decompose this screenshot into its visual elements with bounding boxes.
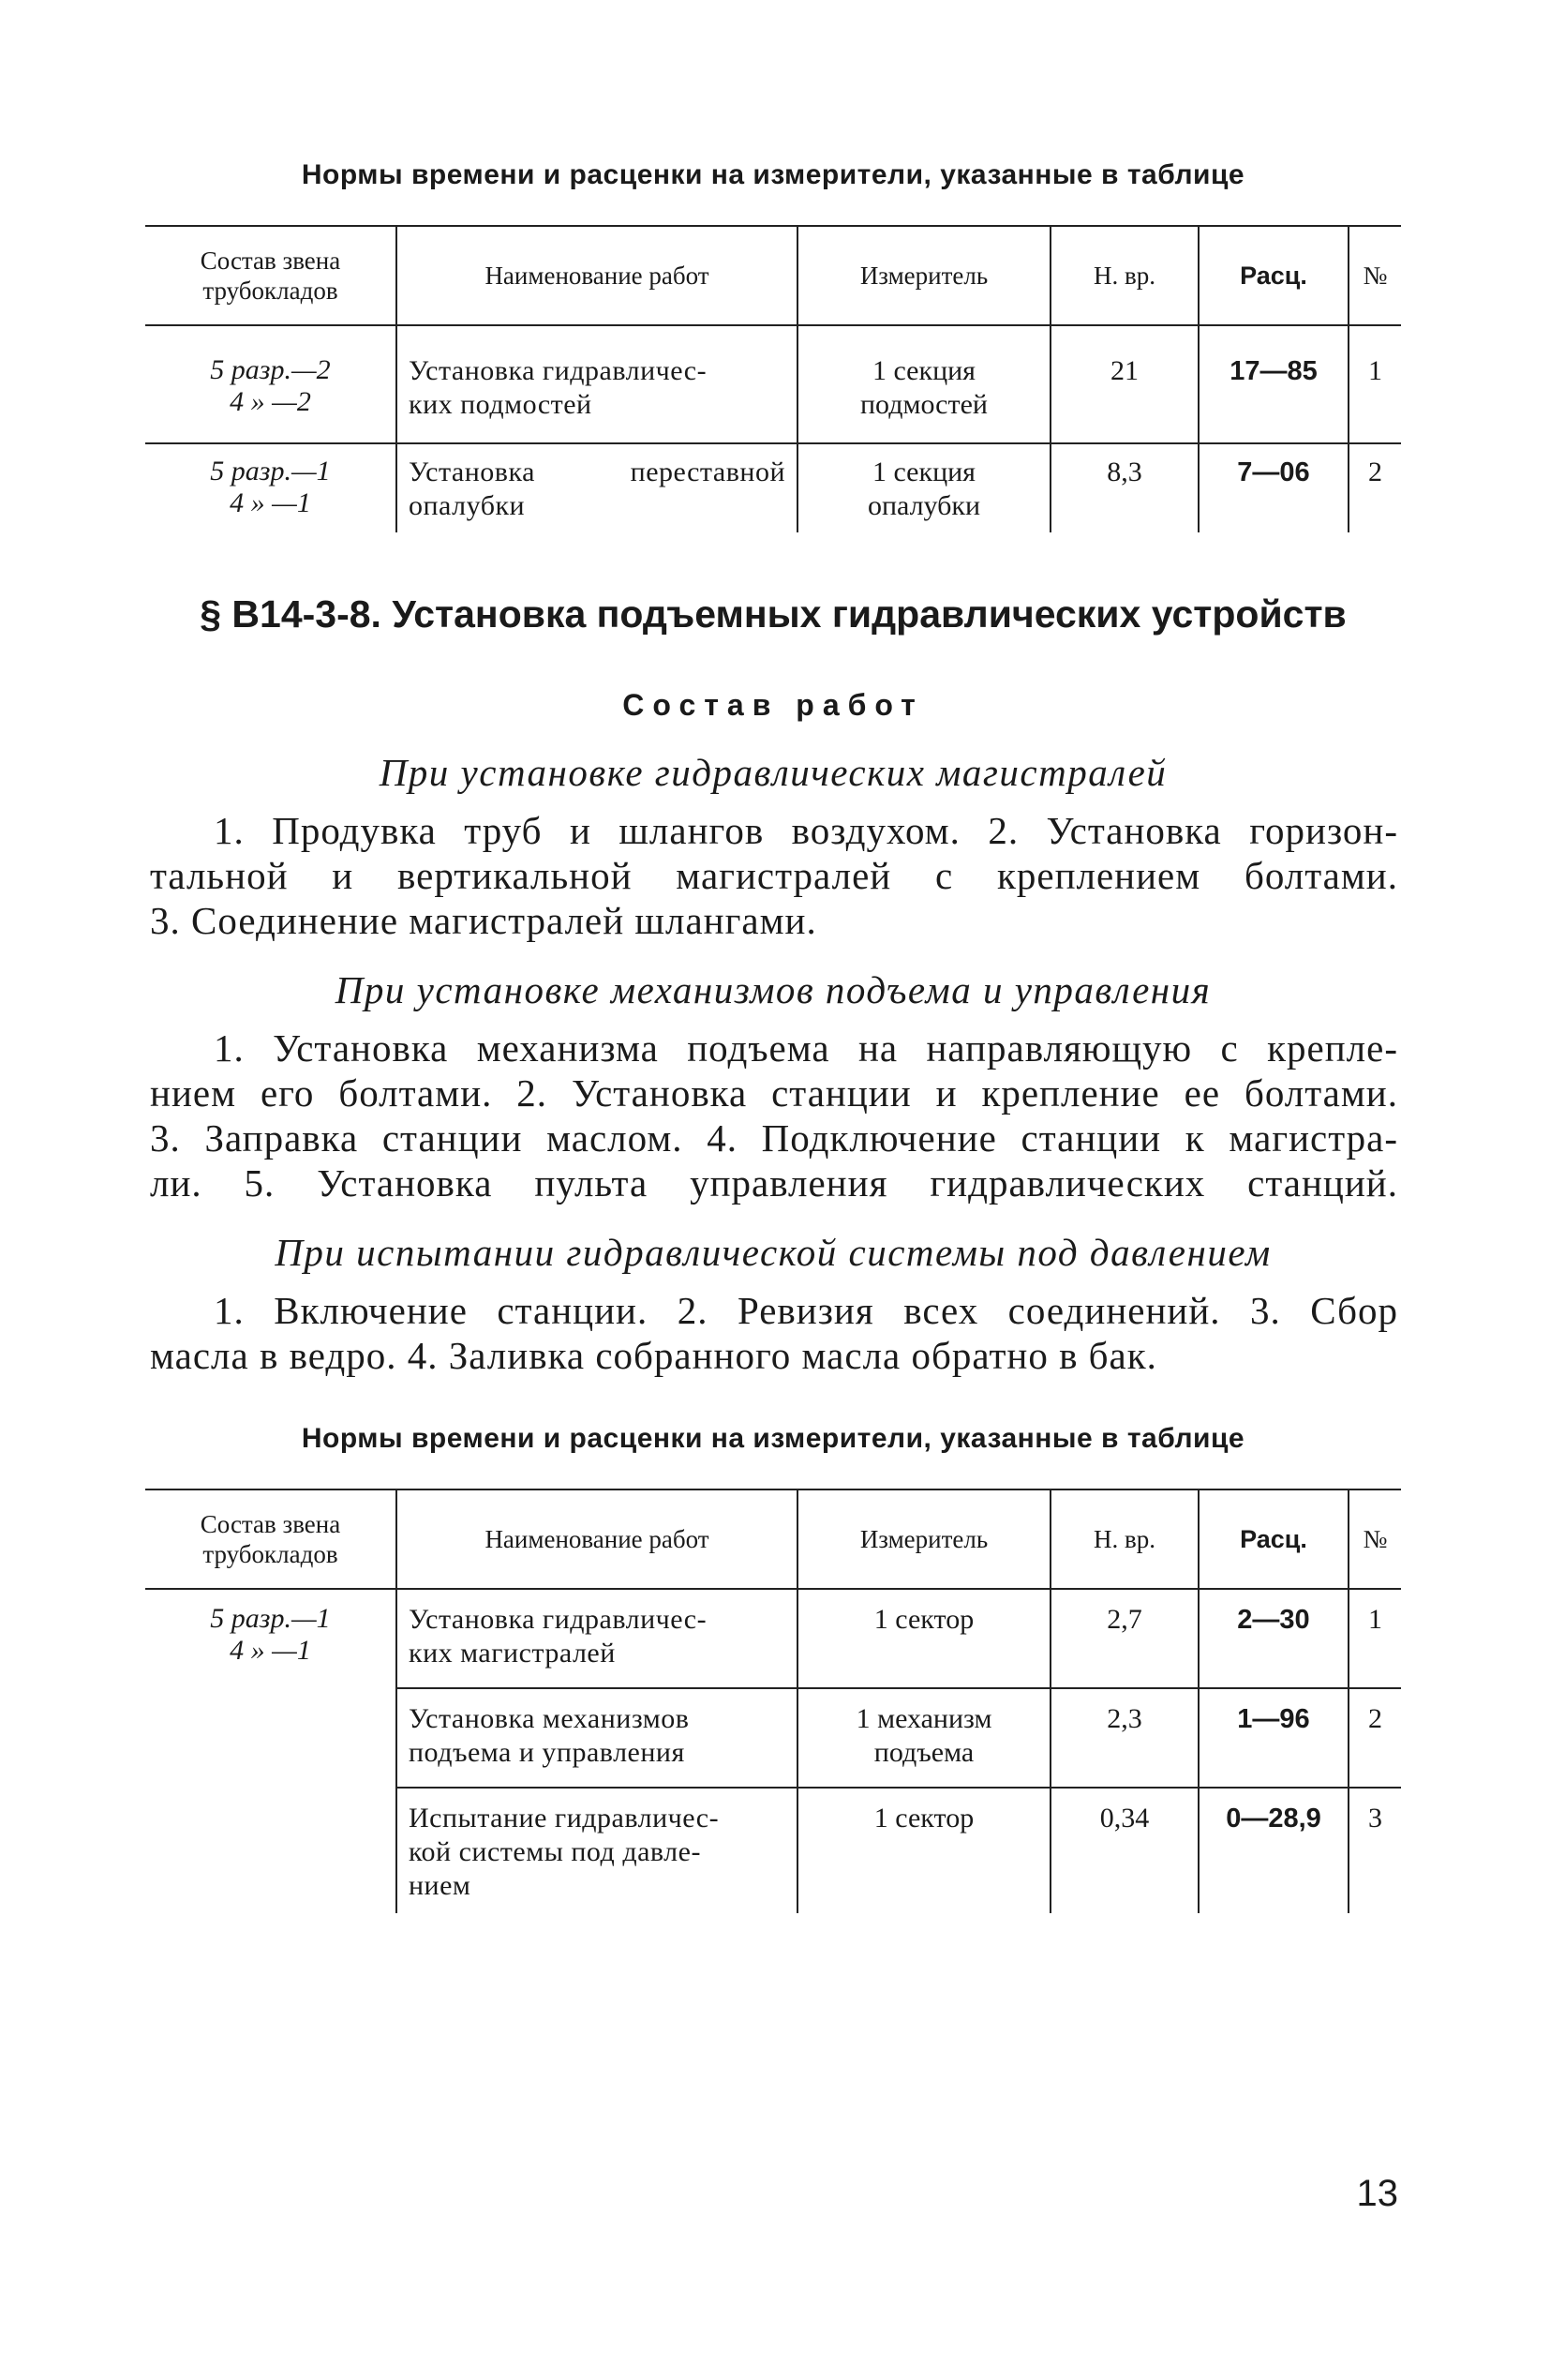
- crew-cell: 5 разр.—2 4 » —2: [210, 354, 331, 417]
- norm-cell: 8,3: [1051, 443, 1199, 532]
- rate-cell: 17—85: [1199, 325, 1349, 443]
- table-row: [145, 325, 1401, 443]
- norm-cell: 0,34: [1051, 1788, 1199, 1913]
- norms-table-2: [145, 1489, 1401, 1913]
- meter-cell: 1 секция подмостей: [797, 325, 1051, 443]
- work-cell: Установка гидравличес- ких подмостей: [396, 325, 797, 443]
- header-meter: Измеритель: [797, 226, 1051, 325]
- norms-table-1: [145, 225, 1401, 532]
- header-rate: Расц.: [1199, 226, 1349, 325]
- rate-cell: 2—30: [1199, 1589, 1349, 1688]
- block-paragraph: 1. Включение станции. 2. Ревизия всех соединений. 3. Сбор масла в ведро. 4. Заливка собранного масла обратно в бак.: [150, 1289, 1398, 1377]
- work-cell: Испытание гидравличес- кой системы под давле- нием: [396, 1788, 797, 1913]
- block-paragraph: 1. Продувка труб и шлангов воздухом. 2. Установка горизон- тальной и вертикальной магистралей с креплением болтами. 3. Соединение магистралей шлангами.: [150, 809, 1398, 942]
- table-header-row: [145, 226, 1401, 325]
- table1-caption: Нормы времени и расценки на измерители, указанные в таблице: [301, 159, 1245, 190]
- row-number-cell: 3: [1349, 1788, 1401, 1913]
- section-title: § В14-3-8. Установка подъемных гидравлических устройств: [200, 592, 1347, 636]
- header-norm: Н. вр.: [1051, 1489, 1199, 1589]
- table-row: [145, 1589, 1401, 1688]
- meter-cell: 1 механизм подъема: [797, 1688, 1051, 1788]
- work-cell: Установка гидравличес- ких магистралей: [396, 1589, 797, 1688]
- norm-cell: 2,7: [1051, 1589, 1199, 1688]
- norm-cell: 21: [1051, 325, 1199, 443]
- block-heading: При испытании гидравлической системы под давлением: [275, 1231, 1272, 1274]
- row-number-cell: 2: [1349, 443, 1401, 532]
- rate-cell: 7—06: [1199, 443, 1349, 532]
- meter-cell: 1 сектор: [797, 1589, 1051, 1688]
- meter-cell: 1 сектор: [797, 1788, 1051, 1913]
- table2-caption: Нормы времени и расценки на измерители, указанные в таблице: [301, 1423, 1245, 1454]
- header-meter: Измеритель: [797, 1489, 1051, 1589]
- meter-cell: 1 секция опалубки: [797, 443, 1051, 532]
- block-heading: При установке механизмов подъема и управления: [335, 968, 1212, 1011]
- header-crew: Состав звена трубокладов: [145, 1489, 396, 1589]
- rate-cell: 1—96: [1199, 1688, 1349, 1788]
- header-work: Наименование работ: [396, 1489, 797, 1589]
- crew-cell-empty: [145, 1788, 396, 1913]
- table-row: [145, 443, 1401, 532]
- crew-cell: 5 разр.—1 4 » —1: [145, 443, 396, 532]
- work-cell: Установка переставной опалубки: [396, 443, 797, 532]
- row-number-cell: 1: [1349, 1589, 1401, 1688]
- header-rate: Расц.: [1199, 1489, 1349, 1589]
- page-number: 13: [1356, 2173, 1398, 2214]
- row-number-cell: 1: [1349, 325, 1401, 443]
- table-header-row: [145, 1489, 1401, 1589]
- header-norm: Н. вр.: [1051, 226, 1199, 325]
- header-no: №: [1349, 1489, 1401, 1589]
- norm-cell: 2,3: [1051, 1688, 1199, 1788]
- header-work: Наименование работ: [396, 226, 797, 325]
- header-no: №: [1349, 226, 1401, 325]
- row-number-cell: 2: [1349, 1688, 1401, 1788]
- table-row: [145, 1788, 1401, 1913]
- header-crew: Состав звена трубокладов: [145, 226, 396, 325]
- block-paragraph: 1. Установка механизма подъема на направляющую с крепле- нием его болтами. 2. Установка станции и крепление ее болтами. 3. Заправка станции маслом. 4. Подключение станции к магистра- ли. 5. Установка пульта управления гидравлических станций.: [150, 1026, 1398, 1205]
- composition-heading: Состав работ: [622, 688, 924, 722]
- work-cell: Установка механизмов подъема и управления: [396, 1688, 797, 1788]
- crew-cell: 5 разр.—1 4 » —1: [210, 1603, 331, 1666]
- table-row: [145, 1688, 1401, 1788]
- crew-cell-empty: [145, 1688, 396, 1788]
- block-heading: При установке гидравлических магистралей: [379, 751, 1168, 794]
- rate-cell: 0—28,9: [1199, 1788, 1349, 1913]
